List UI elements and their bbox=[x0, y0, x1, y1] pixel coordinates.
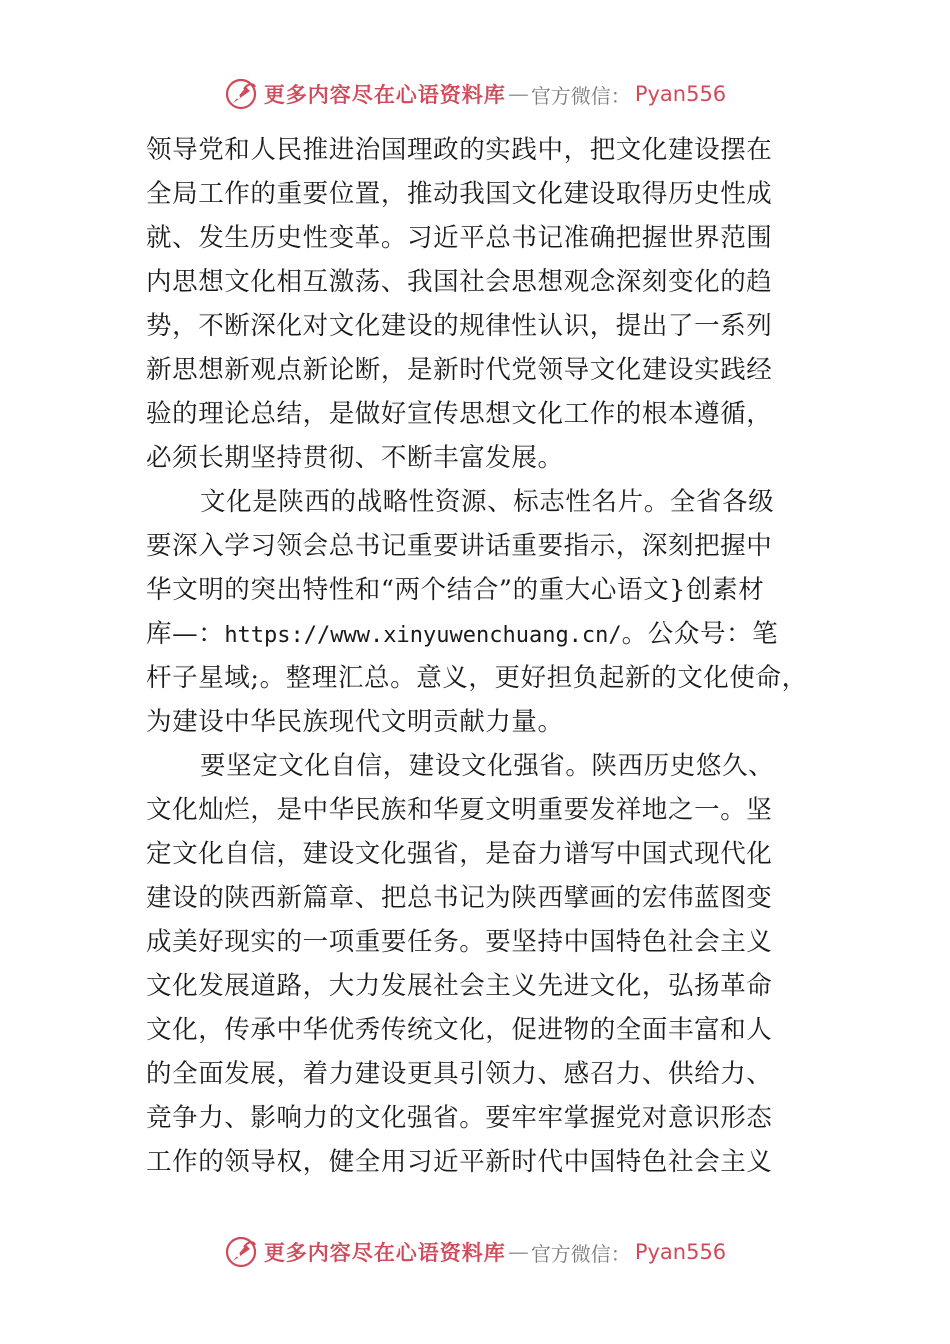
text-line: 势，不断深化对文化建设的规律性认识，提出了一系列 bbox=[146, 311, 773, 341]
text-line: 文化灿烂，是中华民族和华夏文明重要发祥地之一。坚 bbox=[146, 795, 773, 825]
text-line: 华文明的突出特性和“两个结合”的重大心语文}创素材 bbox=[146, 575, 765, 605]
text-line: 验的理论总结，是做好宣传思想文化工作的根本遵循， bbox=[146, 399, 773, 429]
paragraph-3 bbox=[146, 744, 846, 1184]
text-line: 工作的领导权，健全用习近平新时代中国特色社会主义 bbox=[146, 1147, 773, 1177]
banner-wechat-id: Pyan556 bbox=[634, 1240, 727, 1264]
banner-title: 更多内容尽在心语资料库 bbox=[263, 82, 506, 107]
url-suffix: 。公众号：笔 bbox=[621, 619, 779, 649]
text-line: 为建设中华民族现代文明贡献力量。 bbox=[146, 707, 564, 737]
banner-title: 更多内容尽在心语资料库 bbox=[263, 1240, 506, 1265]
header-banner bbox=[0, 74, 950, 114]
text-line: 的全面发展，着力建设更具引领力、感召力、供给力、 bbox=[146, 1059, 773, 1089]
text-line: 杆子星域;。整理汇总。意义，更好担负起新的文化使命， bbox=[146, 663, 808, 693]
text-line: 文化发展道路，大力发展社会主义先进文化，弘扬革命 bbox=[146, 971, 773, 1001]
text-line: 要坚定文化自信，建设文化强省。陕西历史悠久、 bbox=[200, 751, 775, 781]
text-line: 必须长期坚持贯彻、不断丰富发展。 bbox=[146, 443, 564, 473]
text-line-with-url bbox=[146, 612, 846, 656]
paragraph-2 bbox=[146, 480, 846, 744]
banner-separator: — bbox=[507, 82, 529, 106]
text-line: 要深入学习领会总书记重要讲话重要指示，深刻把握中 bbox=[146, 531, 773, 561]
text-line: 文化是陕西的战略性资源、标志性名片。全省各级 bbox=[200, 487, 775, 517]
text-line: 新思想新观点新论断，是新时代党领导文化建设实践经 bbox=[146, 355, 773, 385]
document-body bbox=[146, 128, 846, 1184]
website-url: https://www.xinyuwenchuang.cn/ bbox=[224, 623, 622, 648]
text-line: 定文化自信，建设文化强省，是奋力谱写中国式现代化 bbox=[146, 839, 773, 869]
banner-wechat-id: Pyan556 bbox=[634, 82, 727, 106]
text-line: 成美好现实的一项重要任务。要坚持中国特色社会主义 bbox=[146, 927, 773, 957]
footer-banner bbox=[0, 1232, 950, 1272]
banner-separator: — bbox=[507, 1240, 529, 1264]
pen-nib-logo-icon bbox=[224, 77, 258, 111]
text-line: 竞争力、影响力的文化强省。要牢牢掌握党对意识形态 bbox=[146, 1103, 773, 1133]
banner-wechat-label: 官方微信： bbox=[530, 1241, 631, 1266]
url-prefix: 库—： bbox=[146, 619, 225, 649]
banner-wechat-label: 官方微信： bbox=[530, 83, 631, 108]
pen-nib-logo-icon bbox=[224, 1235, 258, 1269]
text-line: 领导党和人民推进治国理政的实践中，把文化建设摆在 bbox=[146, 135, 773, 165]
paragraph-1 bbox=[146, 128, 846, 480]
text-line: 就、发生历史性变革。习近平总书记准确把握世界范围 bbox=[146, 223, 773, 253]
text-line: 文化，传承中华优秀传统文化，促进物的全面丰富和人 bbox=[146, 1015, 773, 1045]
text-line: 全局工作的重要位置，推动我国文化建设取得历史性成 bbox=[146, 179, 773, 209]
text-line: 内思想文化相互激荡、我国社会思想观念深刻变化的趋 bbox=[146, 267, 773, 297]
text-line: 建设的陕西新篇章、把总书记为陕西擘画的宏伟蓝图变 bbox=[146, 883, 773, 913]
